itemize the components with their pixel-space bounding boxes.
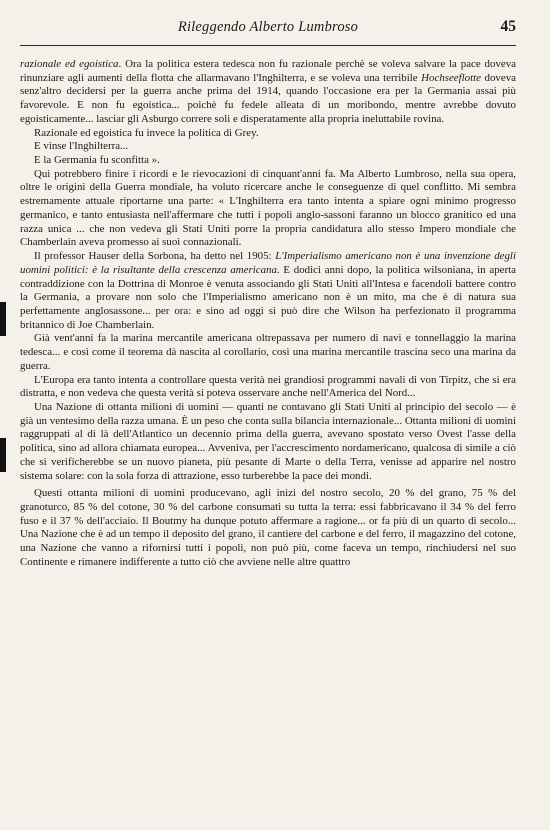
paragraph-p9 xyxy=(20,401,516,483)
text-run: Qui potrebbero finire i ricordi e le rievocazioni di cinquant'anni fa. Ma Alberto Lumbroso, nella sua opera, oltre le origini della Guerra mondiale, ha voluto ricercare anche le conseguenze di quel conflitto. Mi sembra estremamente attuale riportarne una parte: « L'Inghilterra era tanto intenta a spiare ogni minimo progresso germanico, e tanto entusiasta nell'affermare che tutti i popoli anglo-sassoni faranno un blocco granitico ed una razza unica ... che non vedeva gli Stati Uniti porre la propria candidatura allo stesso Impero mondiale che Chamberlain aveva promesso ai suoi connazionali. xyxy=(20,167,516,249)
paragraph-p5 xyxy=(20,168,516,250)
italic-run: L'Imperialismo americano non è una invenzione degli uomini politici: è la risultante della crescenza americana xyxy=(20,250,516,276)
text-run: . E dodici anni dopo, la politica wilsoniana, in aperta contraddizione con la Dottrina di Monroe è venuta associando gli Stati Uniti all'Intesa e facendoli battere contro la Germania, a provare non solo che l'Imperialismo americano non è un mito, ma che è di natura sua perfettamente anglosassone... per ora: e sino ad oggi si può dire che Wilson ha perfezionato il programma britannico di Joe Chamberlain. xyxy=(20,263,516,331)
text-run: . Ora la politica estera tedesca non fu razionale perchè se voleva salvare la pace doveva rinunziare agli aumenti della flotta che allarmavano l'Inghilterra, e se voleva una terribile xyxy=(20,58,517,84)
text-run: Già vent'anni fa la marina mercantile americana oltrepassava per numero di navi e tonnellaggio la marina tedesca... e così come il teorema dà nascita al corollario, così una marina mercantile trascina seco una marina da guerra. xyxy=(20,332,516,372)
body-text xyxy=(20,58,516,570)
text-run: L'Europa era tanto intenta a controllare questa verità nei grandiosi programmi navali di von Tirpitz, che si era distratta, e non vedeva che questa verità si poteva osservare anche nell'America del Nord... xyxy=(20,373,516,400)
paragraph-p1 xyxy=(20,58,516,127)
text-run: Razionale ed egoistica fu invece la politica di Grey. xyxy=(34,126,259,139)
scan-mark-lower xyxy=(0,438,6,472)
running-title: Rileggendo Alberto Lumbroso xyxy=(177,19,359,35)
paragraph-p2 xyxy=(20,127,516,141)
paragraph-p6 xyxy=(20,250,516,332)
page-number: 45 xyxy=(500,18,516,35)
paragraph-p3 xyxy=(20,140,516,154)
text-run: doveva senz'altro decidersi per la guerra anche prima del 1914, quando l'occasione era per la Germania assai più favorevole. E non fu egoistica... poichè fu fedele alleata di un moribondo, mentre avrebbe dovuto egoisticamente... lasciar gli Asburgo correre soli e disperatamente alla propria ineluttabile rovina. xyxy=(20,71,516,125)
italic-run: razionale ed egoistica xyxy=(20,58,119,70)
header-rule xyxy=(20,45,516,46)
scan-mark-upper xyxy=(0,302,6,336)
text-run: Questi ottanta milioni di uomini producevano, agli inizi del nostro secolo, 20 % del grano, 75 % del granoturco, 85 % del cotone, 30 % del carbone consumati su tutta la terra: essi fabbricavano il 34 % del ferro fuso e il 37 % dell'acciaio. Il Boutmy ha dunque potuto affermare a ragione... or fa più di un quarto di secolo... Una Nazione che è ad un tempo il deposito del grano, il cantiere del carbone e del ferro, il magazzino del cotone, una Nazione che vanno a rifornirsi tutti i popoli, non può più, come faceva un tempo, rinchiudersi nel suo Continente e rimanere indifferente a tutto ciò che avviene nelle altre quattro xyxy=(20,487,516,568)
paragraph-p10 xyxy=(20,487,516,569)
paragraph-p8 xyxy=(20,374,516,401)
paragraph-p7 xyxy=(20,332,516,373)
text-run: E la Germania fu sconfitta ». xyxy=(34,154,160,167)
page-header xyxy=(20,18,516,40)
text-run: Una Nazione di ottanta milioni di uomini — quanti ne contavano gli Stati Uniti al principio del secolo — è già un ventesimo della razza umana. È un peso che conta sulla bilancia internazionale... Ottanta milioni di uomini raggruppati al di là dell'Atlantico un decennio prima della guerra, avevano spostato verso Ovest l'asse della politica, sino ad allora chiamata europea... Avveniva, per l'accrescimento nordamericano, qualcosa di simile a ciò che si verificherebbe se un nuovo pianeta, più pesante di Marte o della Terra, venisse ad apparire nel nostro sistema solare: con la sola forza di attrazione, esso turberebbe la pace dei mondi. xyxy=(20,400,516,482)
italic-run: Hochseeflotte xyxy=(421,71,482,84)
text-run: Il professor Hauser della Sorbona, ha detto nel 1905: xyxy=(34,250,276,263)
text-run: E vinse l'Inghilterra... xyxy=(34,140,129,153)
paragraph-p4 xyxy=(20,154,516,168)
